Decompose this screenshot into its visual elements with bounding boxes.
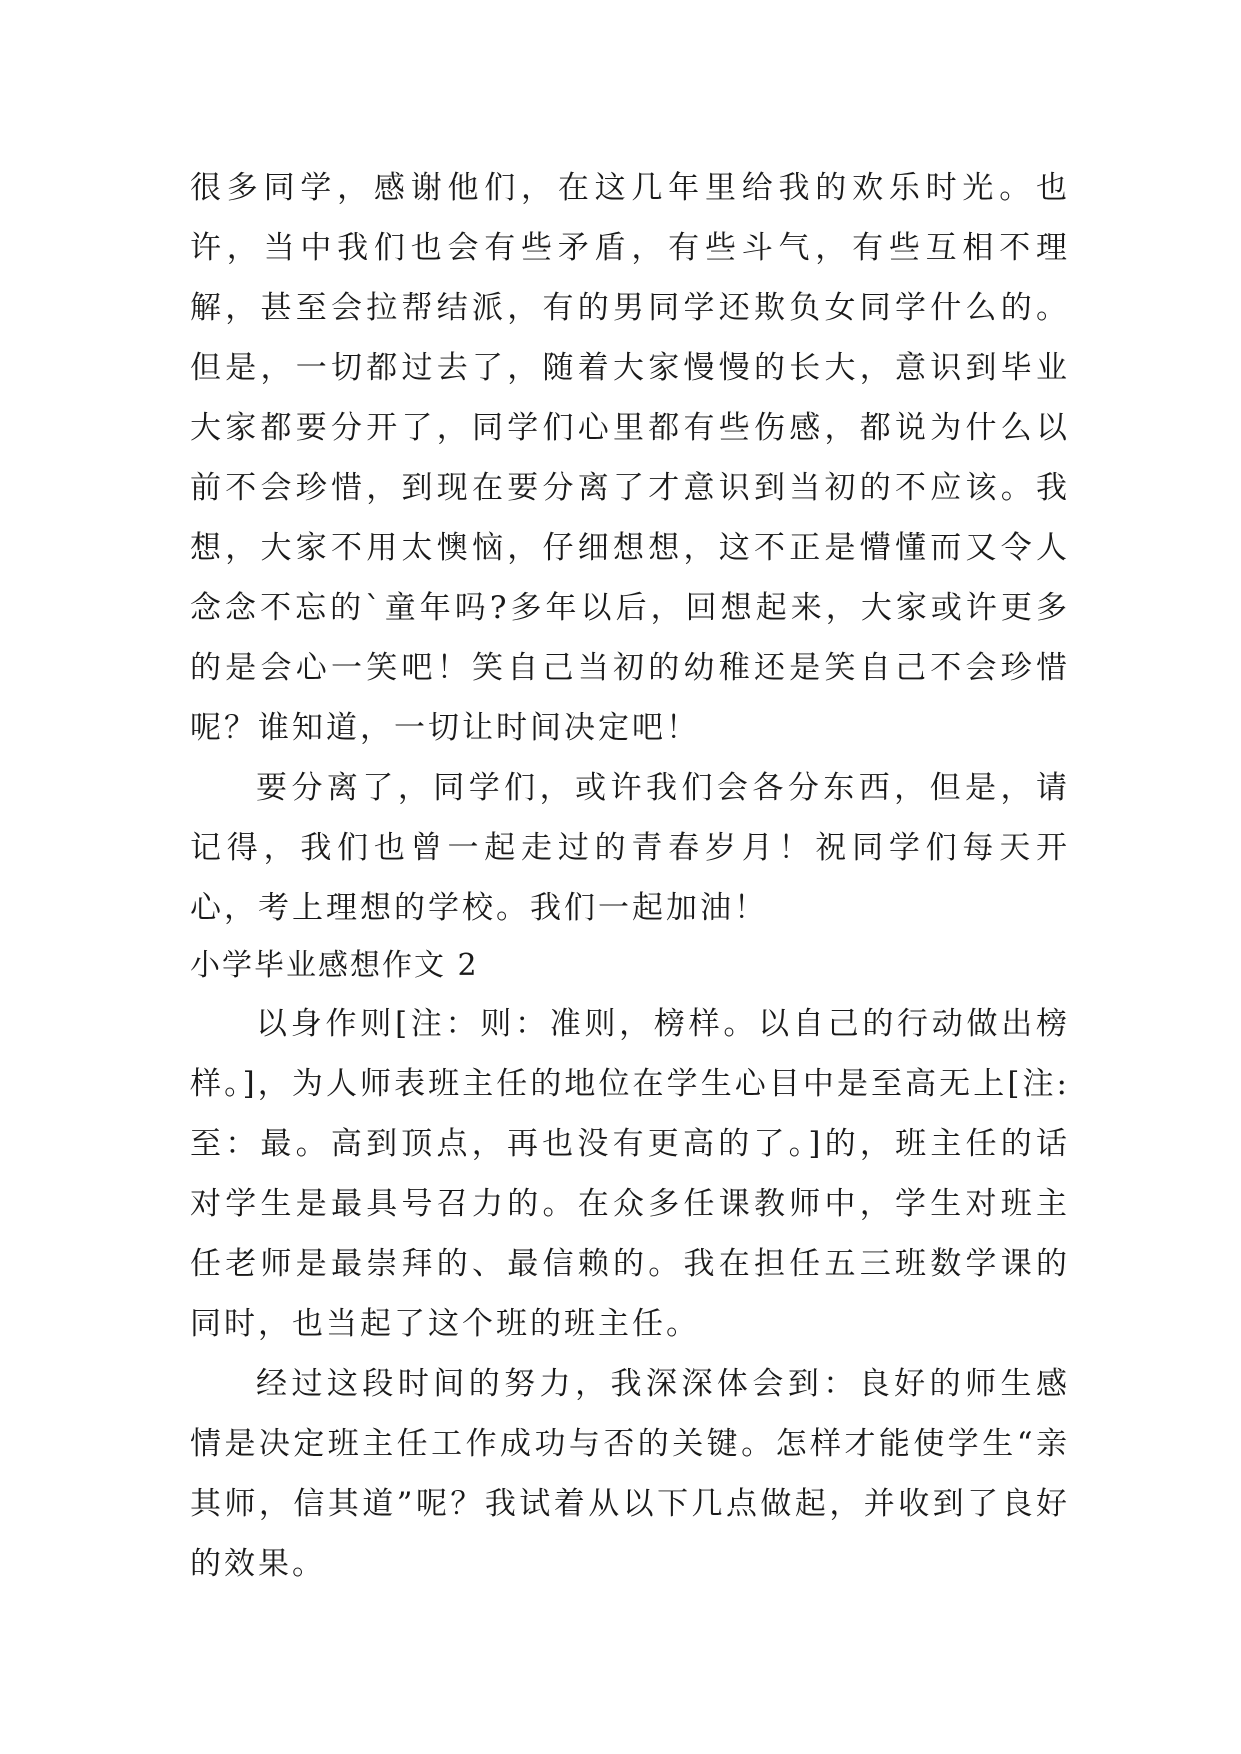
paragraph-memories: 很多同学，感谢他们，在这几年里给我的欢乐时光。也许，当中我们也会有些矛盾，有些斗气，有些互相不理解，甚至会拉帮结派，有的男同学还欺负女同学什么的。但是，一切都过去了，随着大家慢慢的长大，意识到毕业大家都要分开了，同学们心里都有些伤感，都说为什么以前不会珍惜，到现在要分离了才意识到当初的不应该。我想，大家不用太懊恼，仔细想想，这不正是懵懂而又令人念念不忘的`童年吗?多年以后，回想起来，大家或许更多的是会心一笑吧！笑自己当初的幼稚还是笑自己不会珍惜呢？谁知道，一切让时间决定吧！: [190, 170, 1070, 746]
paragraph-farewell: 要分离了，同学们，或许我们会各分东西，但是，请记得，我们也曾一起走过的青春岁月！祝同学们每天开心，考上理想的学校。我们一起加油！: [190, 770, 1070, 926]
paragraph-teacher-student-bond: 经过这段时间的努力，我深深体会到：良好的师生感情是决定班主任工作成功与否的关键。怎样才能使学生“亲其师，信其道”呢？我试着从以下几点做起，并收到了良好的效果。: [190, 1366, 1070, 1582]
document-body: [190, 158, 1070, 1594]
paragraph-lead-by-example: 以身作则[注：则：准则，榜样。以自己的行动做出榜样。]，为人师表班主任的地位在学生心目中是至高无上[注:至：最。高到顶点，再也没有更高的了。]的，班主任的话对学生是最具号召力的。在众多任课教师中，学生对班主任老师是最崇拜的、最信赖的。我在担任五三班数学课的同时，也当起了这个班的班主任。: [190, 1006, 1070, 1342]
section-heading: 小学毕业感想作文 2: [190, 948, 479, 983]
